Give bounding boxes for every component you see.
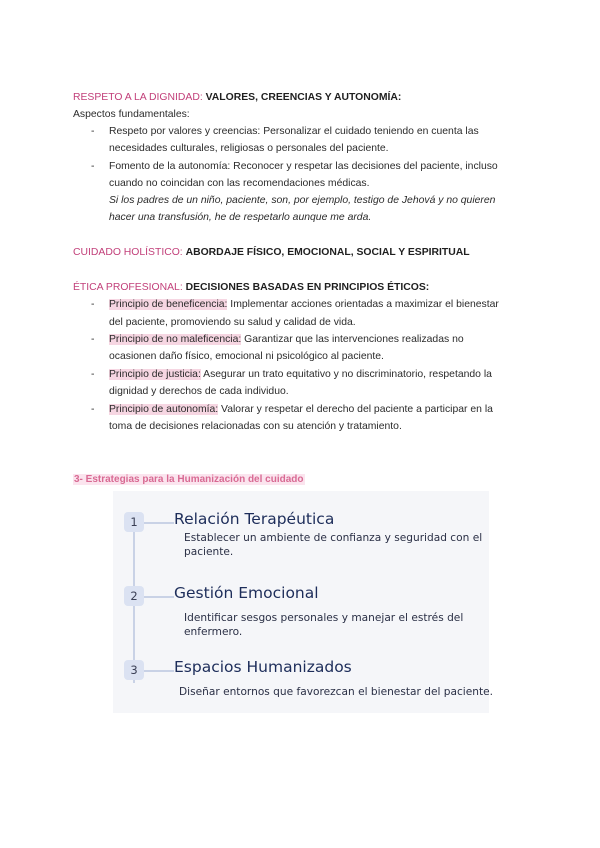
holistico-label: CUIDADO HOLÍSTICO:	[73, 247, 183, 258]
respeto-intro: Aspectos fundamentales:	[73, 109, 190, 120]
etica-item-4-line-2: toma de decisiones relacionadas con su atención y tratamiento.	[109, 421, 402, 432]
etica-title: DECISIONES BASADAS EN PRINCIPIOS ÉTICOS:	[185, 282, 430, 293]
etica-item-4-term: Principio de autonomía:	[109, 404, 219, 415]
etica-item-2-line-1	[109, 333, 464, 347]
respeto-item-1-line-2: necesidades culturales, religiosas o personales del paciente.	[109, 143, 389, 154]
respeto-label: RESPETO A LA DIGNIDAD:	[73, 92, 203, 103]
bullet-dash: -	[91, 161, 95, 172]
respeto-example-line-1: Si los padres de un niño, paciente, son, por ejemplo, testigo de Jehová y no quieren	[109, 195, 496, 206]
bullet-dash: -	[91, 334, 95, 345]
bullet-dash: -	[91, 369, 95, 380]
etica-item-3-term: Principio de justicia:	[109, 369, 201, 380]
respeto-item-2-line-1: Fomento de la autonomía: Reconocer y respetar las decisiones del paciente, incluso	[109, 161, 498, 172]
holistico-heading	[73, 246, 470, 260]
etica-item-3-text: Asegurar un trato equitativo y no discriminatorio, respetando la	[200, 369, 492, 380]
etica-label: ÉTICA PROFESIONAL:	[73, 282, 183, 293]
etica-item-3-line-1	[109, 368, 492, 382]
step-3-connector	[144, 670, 174, 672]
step-2-number: 2	[124, 586, 144, 606]
step-1-desc-line-1: Establecer un ambiente de confianza y seguridad con el	[184, 532, 483, 544]
bullet-dash: -	[91, 126, 95, 137]
holistico-title: ABORDAJE FÍSICO, EMOCIONAL, SOCIAL Y ESPIRITUAL	[185, 247, 470, 258]
step-1-connector	[144, 522, 174, 524]
step-3-desc-line-1: Diseñar entornos que favorezcan el bienestar del paciente.	[179, 686, 494, 698]
strategies-diagram	[113, 491, 494, 713]
etica-item-4-line-1	[109, 403, 493, 417]
step-2-connector	[144, 596, 174, 598]
step-3-title: Espacios Humanizados	[174, 658, 352, 676]
section-3-heading	[73, 473, 305, 487]
etica-item-1-text: Implementar acciones orientadas a maximizar el bienestar	[227, 299, 499, 310]
etica-item-2-text: Garantizar que las intervenciones realizadas no	[241, 334, 464, 345]
respeto-example-line-2: hacer una transfusión, he de respetarlo aunque me arda.	[109, 212, 372, 223]
section-3-title: 3- Estrategias para la Humanización del cuidado	[74, 474, 304, 485]
step-1-desc-line-2: paciente.	[184, 546, 234, 558]
step-2-desc-line-2: enfermero.	[184, 626, 243, 638]
step-2-desc-line-1: Identificar sesgos personales y manejar el estrés del	[184, 612, 464, 624]
etica-item-1-line-1	[109, 298, 499, 312]
etica-item-2-line-2: ocasionen daño físico, emocional ni psicológico al paciente.	[109, 351, 384, 362]
etica-item-2-term: Principio de no maleficencia:	[109, 334, 242, 345]
respeto-item-1-line-1: Respeto por valores y creencias: Personalizar el cuidado teniendo en cuenta las	[109, 126, 479, 137]
etica-item-4-text: Valorar y respetar el derecho del paciente a participar en la	[218, 404, 493, 415]
bullet-dash: -	[91, 404, 95, 415]
etica-item-1-line-2: del paciente, promoviendo su salud y calidad de vida.	[109, 317, 356, 328]
step-1-title: Relación Terapéutica	[174, 510, 335, 528]
etica-item-1-term: Principio de beneficencia:	[109, 299, 228, 310]
bullet-dash: -	[91, 299, 95, 310]
step-3-number: 3	[124, 660, 144, 680]
respeto-heading	[73, 91, 401, 105]
step-1-number: 1	[124, 512, 144, 532]
etica-item-3-line-2: dignidad y derechos de cada individuo.	[109, 386, 289, 397]
step-2-title: Gestión Emocional	[174, 584, 319, 602]
respeto-item-2-line-2: cuando no coincidan con las recomendaciones médicas.	[109, 178, 370, 189]
etica-heading	[73, 281, 429, 295]
respeto-title: VALORES, CREENCIAS Y AUTONOMÍA:	[205, 92, 402, 103]
